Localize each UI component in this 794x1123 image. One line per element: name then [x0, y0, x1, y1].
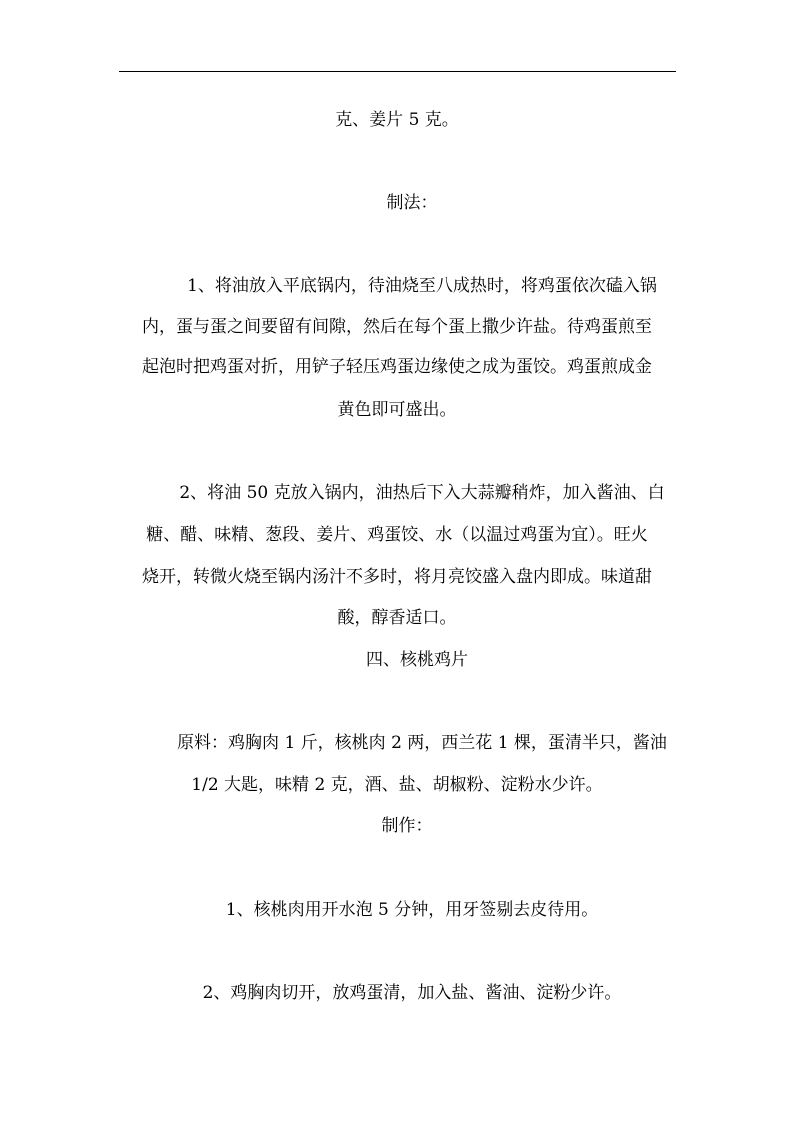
- text-line: 酸，醇香适口。: [337, 608, 457, 628]
- text-line: 黄色即可盛出。: [337, 400, 457, 420]
- text-line: 1、核桃肉用开水泡 5 分钟，用牙签剔去皮待用。: [225, 900, 599, 920]
- text-line: 烧开，转微火烧至锅内汤汁不多时，将月亮饺盛入盘内即成。味道甜: [142, 567, 652, 587]
- section-label-method: 制法：: [386, 193, 438, 213]
- text-line: 内，蛋与蛋之间要留有间隙，然后在每个蛋上撒少许盐。待鸡蛋煎至: [142, 317, 652, 337]
- text-line: 克、姜片 5 克。: [335, 110, 459, 130]
- text-line: 2、鸡胸肉切开，放鸡蛋清，加入盐、酱油、淀粉少许。: [202, 983, 622, 1003]
- text-line: 糖、醋、味精、葱段、姜片、鸡蛋饺、水（以温过鸡蛋为宜）。旺火: [146, 525, 648, 545]
- text-line: 1/2 大匙，味精 2 克，酒、盐、胡椒粉、淀粉水少许。: [191, 775, 603, 795]
- text-line: 起泡时把鸡蛋对折，用铲子轻压鸡蛋边缘使之成为蛋饺。鸡蛋煎成金: [142, 357, 652, 377]
- text-line: 2、将油 50 克放入锅内，油热后下入大蒜瓣稍炸，加入酱油、白: [179, 483, 665, 503]
- text-line: 原料：鸡胸肉 1 斤，核桃肉 2 两，西兰花 1 棵，蛋清半只，酱油: [177, 733, 667, 753]
- recipe-title: 四、核桃鸡片: [366, 650, 468, 670]
- header-rule: [119, 71, 676, 72]
- text-line: 1、将油放入平底锅内，待油烧至八成热时，将鸡蛋依次磕入锅: [187, 276, 657, 296]
- section-label-preparation: 制作：: [381, 816, 433, 836]
